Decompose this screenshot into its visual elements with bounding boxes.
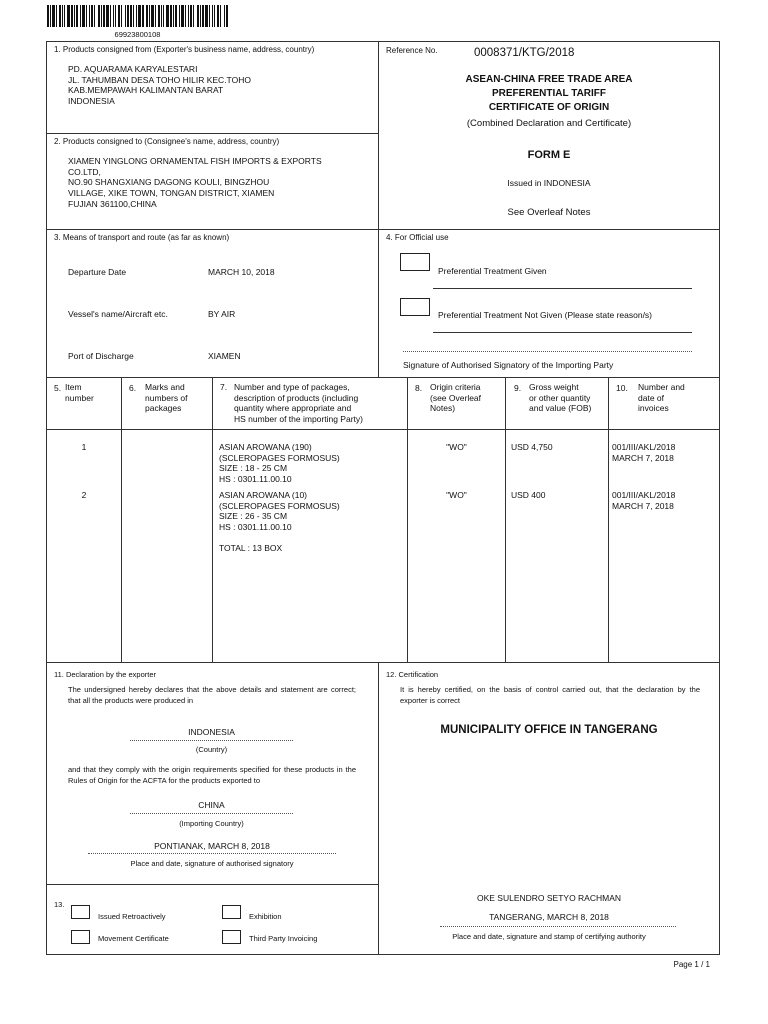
exporter-signature-line xyxy=(88,853,336,854)
frame-top xyxy=(46,41,720,42)
marks-header xyxy=(145,382,188,414)
desc-line: (SCLEROPAGES FORMOSUS) xyxy=(219,452,340,463)
box1-label: 1. Products consigned from (Exporter's business name, address, country) xyxy=(54,45,315,54)
box11-label: 11. Declaration by the exporter xyxy=(54,670,157,679)
header-line: invoices xyxy=(638,403,669,414)
divider-table-header xyxy=(46,429,720,430)
header-line: Marks and xyxy=(145,382,185,392)
frame-bottom xyxy=(46,954,720,955)
certification-text: It is hereby certified, on the basis of control carried out, that the declaration by the exporter is correct xyxy=(400,685,700,705)
desc-line: ASIAN AROWANA (190) xyxy=(219,442,312,452)
box3-label: 3. Means of transport and route (as far as known) xyxy=(54,233,230,242)
origin-header xyxy=(430,382,481,414)
country-caption: (Country) xyxy=(195,745,228,754)
exporter-line: JL. TAHUMBAN DESA TOHO HILIR KEC.TOHO xyxy=(68,74,251,85)
barcode-number: 69923800108 xyxy=(114,30,161,39)
header-line: Origin criteria xyxy=(430,382,481,392)
consignee-line: NO.90 SHANGXIANG DAGONG KOULI, BINGZHOU xyxy=(68,177,270,188)
preferential-given-checkbox[interactable] xyxy=(400,253,430,271)
importing-country-caption: (Importing Country) xyxy=(179,819,244,828)
title-line: CERTIFICATE OF ORIGIN xyxy=(488,102,610,113)
header-line: or other quantity xyxy=(529,392,591,403)
exporter-address xyxy=(68,64,251,107)
title-line: PREFERENTIAL TARIFF xyxy=(491,88,607,99)
desc-header-number: 7. xyxy=(220,382,228,392)
col-divider-3 xyxy=(407,377,408,663)
issued-in: Issued in INDONESIA xyxy=(507,178,591,188)
page-number: Page 1 / 1 xyxy=(673,960,710,969)
header-line: and value (FOB) xyxy=(529,403,592,414)
header-line: packages xyxy=(145,403,182,414)
invoice-line: MARCH 7, 2018 xyxy=(612,500,674,511)
preferential-not-given-label: Preferential Treatment Not Given (Please state reason/s) xyxy=(438,310,653,320)
header-line: date of xyxy=(638,392,664,403)
desc-line: SIZE : 18 - 25 CM xyxy=(219,463,288,474)
consignee-line: FUJIAN 361100,CHINA xyxy=(68,198,157,209)
third-party-invoicing-checkbox[interactable] xyxy=(222,930,241,944)
given-line xyxy=(433,288,692,289)
preferential-not-given-checkbox[interactable] xyxy=(400,298,430,316)
movement-certificate-label: Movement Certificate xyxy=(98,934,169,943)
row1-item: 1 xyxy=(81,442,87,452)
form-name: FORM E xyxy=(527,149,571,161)
col-divider-1 xyxy=(121,377,122,663)
certifying-caption: Place and date, signature and stamp of certifying authority xyxy=(452,932,646,941)
vessel-label: Vessel's name/Aircraft etc. xyxy=(68,309,168,319)
box2-label: 2. Products consigned to (Consignee's name, address, country) xyxy=(54,137,280,146)
invoice-header-number: 10. xyxy=(616,383,628,393)
certifying-office: MUNICIPALITY OFFICE IN TANGERANG xyxy=(440,724,658,736)
row2-value: USD 400 xyxy=(511,490,546,500)
row1-description xyxy=(219,442,340,485)
header-line: Item xyxy=(65,382,82,392)
exhibition-label: Exhibition xyxy=(249,912,282,921)
box4-label: 4. For Official use xyxy=(386,233,449,242)
col-divider-2 xyxy=(212,377,213,663)
issued-retroactively-label: Issued Retroactively xyxy=(98,912,166,921)
desc-header xyxy=(234,382,363,425)
third-party-invoicing-label: Third Party Invoicing xyxy=(249,934,318,943)
exhibition-checkbox[interactable] xyxy=(222,905,241,919)
weight-header-number: 9. xyxy=(514,383,522,393)
vessel-value: BY AIR xyxy=(208,309,236,319)
departure-date-label: Departure Date xyxy=(68,267,127,277)
not-given-line xyxy=(433,332,692,333)
box13-label: 13. xyxy=(54,900,65,909)
issued-retroactively-checkbox[interactable] xyxy=(71,905,90,919)
consignee-line: CO.LTD, xyxy=(68,166,101,177)
reference-label: Reference No. xyxy=(386,46,438,55)
exporter-line: KAB.MEMPAWAH KALIMANTAN BARAT xyxy=(68,85,224,96)
marks-header-number: 6. xyxy=(129,383,137,393)
consignee-line: XIAMEN YINGLONG ORNAMENTAL FISH IMPORTS & EXPORTS xyxy=(68,156,322,166)
importing-country: CHINA xyxy=(198,800,225,810)
certificate-subtitle: (Combined Declaration and Certificate) xyxy=(466,118,632,129)
desc-line: ASIAN AROWANA (10) xyxy=(219,490,308,500)
row2-origin: "WO" xyxy=(446,490,467,500)
invoice-line: 001/III/AKL/2018 xyxy=(612,442,676,452)
frame-right xyxy=(719,41,720,955)
row1-origin: "WO" xyxy=(446,442,467,452)
exporter-place-date: PONTIANAK, MARCH 8, 2018 xyxy=(154,841,270,851)
consignee-address xyxy=(68,156,322,209)
header-line: Notes) xyxy=(430,403,456,414)
consignee-line: VILLAGE, XIKE TOWN, TONGAN DISTRICT, XIAMEN xyxy=(68,187,275,198)
header-line: number xyxy=(65,392,94,403)
header-line: numbers of xyxy=(145,392,188,403)
importing-country-line xyxy=(130,813,293,814)
row1-value: USD 4,750 xyxy=(511,442,553,452)
divider-box3-table xyxy=(46,377,720,378)
reference-number: 0008371/KTG/2018 xyxy=(474,47,575,59)
header-line: description of products (including xyxy=(234,392,359,403)
desc-line: (SCLEROPAGES FORMOSUS) xyxy=(219,500,340,511)
header-line: Number and type of packages, xyxy=(234,382,350,392)
divider-bottom-middle xyxy=(378,662,379,954)
divider-box1-box2 xyxy=(46,133,379,134)
exporter-signature-caption: Place and date, signature of authorised signatory xyxy=(130,859,294,868)
certifying-signature-line xyxy=(440,926,676,927)
col-divider-4 xyxy=(505,377,506,663)
origin-header-number: 8. xyxy=(415,383,423,393)
header-line: quantity where appropriate and xyxy=(234,403,352,414)
header-line: Gross weight xyxy=(529,382,579,392)
divider-table-box11 xyxy=(46,662,720,663)
row2-invoice xyxy=(612,490,675,511)
total-packages: TOTAL : 13 BOX xyxy=(219,543,283,553)
item-header xyxy=(65,382,94,403)
exporter-line: INDONESIA xyxy=(68,95,115,106)
production-country: INDONESIA xyxy=(188,727,235,737)
desc-line: SIZE : 26 - 35 CM xyxy=(219,511,288,522)
declaration-text: The undersigned hereby declares that the above details and statement are correct; that all the products were produced in xyxy=(68,685,356,705)
certificate-title xyxy=(379,73,719,115)
invoice-line: 001/III/AKL/2018 xyxy=(612,490,676,500)
divider-box11-box13 xyxy=(46,884,379,885)
title-line: ASEAN-CHINA FREE TRADE AREA xyxy=(465,74,633,85)
item-header-number: 5. xyxy=(54,383,62,393)
certifying-signatory: OKE SULENDRO SETYO RACHMAN xyxy=(476,893,622,903)
box12-label: 12. Certification xyxy=(386,670,439,679)
divider-box2-box3 xyxy=(46,229,720,230)
invoice-line: MARCH 7, 2018 xyxy=(612,452,674,463)
desc-line: HS : 0301.11.00.10 xyxy=(219,521,292,532)
row1-invoice xyxy=(612,442,675,463)
row2-item: 2 xyxy=(81,490,87,500)
importer-signature-line xyxy=(403,351,692,352)
movement-certificate-checkbox[interactable] xyxy=(71,930,90,944)
port-label: Port of Discharge xyxy=(68,351,134,361)
header-line: HS number of the importing Party) xyxy=(234,413,363,424)
port-value: XIAMEN xyxy=(208,351,241,361)
header-line: (see Overleaf xyxy=(430,392,482,403)
overleaf-notes: See Overleaf Notes xyxy=(507,207,591,218)
row2-description xyxy=(219,490,340,533)
exporter-line: PD. AQUARAMA KARYALESTARI xyxy=(68,64,198,74)
barcode xyxy=(47,5,228,27)
country-line xyxy=(130,740,293,741)
weight-header xyxy=(529,382,591,414)
compliance-text: and that they comply with the origin requirements specified for these products in the Rules of Origin for the ACFTA for the products exported to xyxy=(68,765,356,785)
preferential-given-label: Preferential Treatment Given xyxy=(438,266,547,276)
certification-place-date: TANGERANG, MARCH 8, 2018 xyxy=(489,912,609,922)
invoice-header xyxy=(638,382,685,414)
header-line: Number and xyxy=(638,382,685,392)
importer-signature-caption: Signature of Authorised Signatory of the Importing Party xyxy=(403,360,614,370)
departure-date-value: MARCH 10, 2018 xyxy=(208,267,275,277)
desc-line: HS : 0301.11.00.10 xyxy=(219,473,292,484)
col-divider-5 xyxy=(608,377,609,663)
